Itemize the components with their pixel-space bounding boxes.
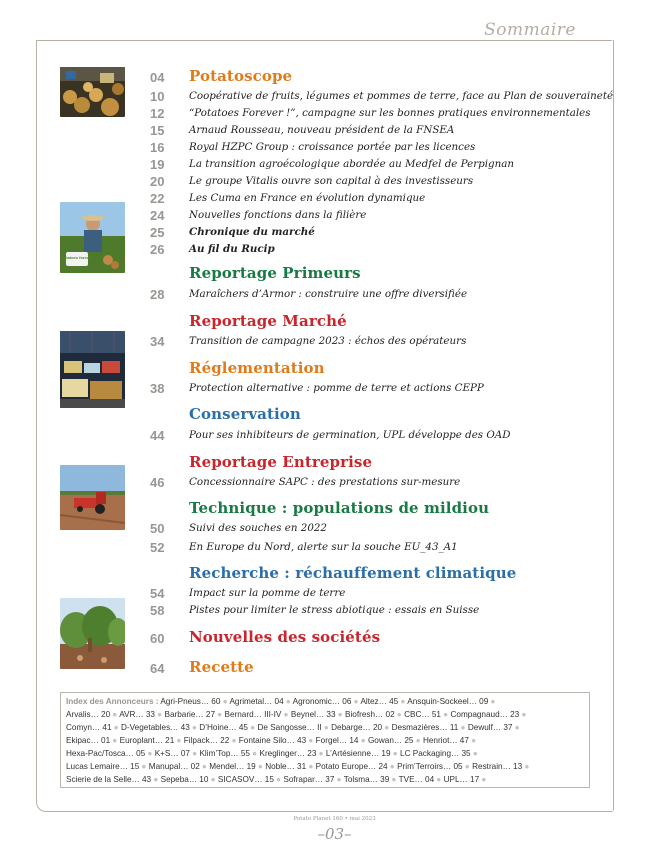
toc-entry[interactable]: Arnaud Rousseau, nouveau président de la FNSEA xyxy=(189,124,455,136)
bullet-separator: ● xyxy=(189,723,200,732)
bullet-separator: ● xyxy=(519,710,527,719)
advertiser-entry: Klim’Top… 55 xyxy=(199,749,250,758)
bullet-separator: ● xyxy=(479,775,487,784)
page-number-ref: 52 xyxy=(150,540,165,555)
advertiser-entry: Altez… 45 xyxy=(360,697,399,706)
advertiser-entry: CBC… 51 xyxy=(404,710,441,719)
bullet-separator: ● xyxy=(145,749,155,758)
bullet-separator: ● xyxy=(273,775,284,784)
page-number-ref: 26 xyxy=(150,242,165,257)
page-number-ref: 46 xyxy=(150,475,165,490)
section-heading[interactable]: Réglementation xyxy=(189,359,325,377)
footer-issue: Potato Planet 160 • mai 2023 xyxy=(293,816,376,822)
toc-entry[interactable]: Pour ses inhibiteurs de germination, UPL développe des OAD xyxy=(189,429,511,441)
page-number-ref: 28 xyxy=(150,287,165,302)
advertiser-entry: Forgel… 14 xyxy=(315,736,359,745)
page-number-ref: 24 xyxy=(150,208,165,223)
bullet-separator: ● xyxy=(255,762,266,771)
section-heading[interactable]: Reportage Entreprise xyxy=(189,453,373,471)
advertiser-entry: Agri-Pneus… 60 xyxy=(160,697,221,706)
page-number-ref: 60 xyxy=(150,631,165,646)
advertiser-entry: Scierie de la Selle… 43 xyxy=(66,775,152,784)
advertiser-entry: Beynel… 33 xyxy=(290,710,336,719)
advertiser-entry: D’Hoine… 45 xyxy=(199,723,248,732)
advertiser-entry: Biofresh… 02 xyxy=(345,710,395,719)
advertiser-entry: Mendel… 19 xyxy=(209,762,256,771)
page-number-ref: 19 xyxy=(150,157,165,172)
bullet-separator: ● xyxy=(306,736,316,745)
page-number-ref: 50 xyxy=(150,521,165,536)
bullet-separator: ● xyxy=(247,723,258,732)
advertiser-entry: AVR… 33 xyxy=(119,710,155,719)
advertiser-entry: Sepeba… 10 xyxy=(160,775,209,784)
toc-entry[interactable]: Suivi des souches en 2022 xyxy=(189,522,327,534)
advertiser-entry: Gowan… 25 xyxy=(367,736,414,745)
bullet-separator: ● xyxy=(321,723,332,732)
bullet-separator: ● xyxy=(488,697,496,706)
advertiser-entry: TVE… 04 xyxy=(398,775,435,784)
tractor-field-photo xyxy=(60,465,125,530)
advertiser-entry: Manupal… 02 xyxy=(148,762,200,771)
bullet-separator: ● xyxy=(522,762,530,771)
toc-entry[interactable]: Royal HZPC Group : croissance portée par les licences xyxy=(189,141,476,153)
bullet-separator: ● xyxy=(351,697,361,706)
advertiser-entry: UPL… 17 xyxy=(443,775,480,784)
farmer-field-photo xyxy=(60,202,125,273)
advertiser-entry: Comyn… 41 xyxy=(66,723,112,732)
bullet-separator: ● xyxy=(306,762,316,771)
advertiser-entry: Bernard… III-IV xyxy=(224,710,282,719)
toc-entry[interactable]: “Potatoes Forever !”, campagne sur les bonnes pratiques environnementales xyxy=(189,107,591,119)
toc-entry[interactable]: Les Cuma en France en évolution dynamique xyxy=(189,192,426,204)
page-number-ref: 15 xyxy=(150,123,165,138)
bullet-separator: ● xyxy=(316,749,326,758)
bullet-separator: ● xyxy=(174,736,184,745)
potato-plants-photo xyxy=(60,598,125,669)
bullet-separator: ● xyxy=(281,710,291,719)
bullet-separator: ● xyxy=(512,723,520,732)
bullet-separator: ● xyxy=(382,723,392,732)
potatoes-forever-sticker: potatoes forever xyxy=(61,255,93,260)
bullet-separator: ● xyxy=(139,762,149,771)
toc-entry[interactable]: Chronique du marché xyxy=(189,226,315,238)
bullet-separator: ● xyxy=(283,697,293,706)
bullet-separator: ● xyxy=(335,710,346,719)
toc-entry[interactable]: Protection alternative : pomme de terre et actions CEPP xyxy=(189,382,484,394)
section-title: Sommaire xyxy=(480,20,580,40)
advertiser-entry: Lucas Lemaire… 15 xyxy=(66,762,140,771)
advertiser-entry: Ansquin-Sockeel… 09 xyxy=(407,697,489,706)
section-heading[interactable]: Nouvelles des sociétés xyxy=(189,628,381,646)
advertiser-entry: L’Artésienne… 19 xyxy=(325,749,391,758)
bullet-separator: ● xyxy=(110,736,120,745)
advertiser-entry: D-Vegetables… 43 xyxy=(121,723,190,732)
advertiser-entry: Fontaine Silo… 43 xyxy=(238,736,307,745)
bullet-separator: ● xyxy=(413,736,423,745)
bullet-separator: ● xyxy=(334,775,344,784)
advertiser-entry: Ekipac… 01 xyxy=(66,736,111,745)
toc-entry[interactable]: Au fil du Rucip xyxy=(189,243,275,255)
advertisers-index xyxy=(60,692,590,788)
advertiser-entry: Hexa-Pac/Tosca… 05 xyxy=(66,749,146,758)
page-number-ref: 12 xyxy=(150,106,165,121)
advertiser-entry: Compagnaud… 23 xyxy=(450,710,520,719)
advertiser-entry: Debarge… 20 xyxy=(331,723,383,732)
advertiser-entry: Dewulf… 37 xyxy=(467,723,513,732)
page-number-ref: 22 xyxy=(150,191,165,206)
advertiser-entry: Arvalis… 20 xyxy=(66,710,111,719)
bullet-separator: ● xyxy=(208,775,218,784)
index-line xyxy=(66,735,586,746)
page-number-ref: 25 xyxy=(150,225,165,240)
bullet-separator: ● xyxy=(468,736,477,745)
advertiser-entry: Filpack… 22 xyxy=(183,736,230,745)
page-number-ref: 04 xyxy=(150,70,165,85)
advertiser-entry: De Sangosse… II xyxy=(257,723,322,732)
toc-entry[interactable]: Coopérative de fruits, légumes et pommes de terre, face au Plan de souveraineté xyxy=(189,90,614,102)
page-number-ref: 38 xyxy=(150,381,165,396)
advertiser-entry: Desmazières… 11 xyxy=(391,723,459,732)
index-line xyxy=(66,696,586,707)
toc-entry[interactable]: Transition de campagne 2023 : échos des opérateurs xyxy=(189,335,467,347)
bullet-separator: ● xyxy=(220,697,230,706)
section-heading[interactable]: Technique : populations de mildiou xyxy=(189,499,490,517)
index-line xyxy=(66,761,586,772)
section-heading[interactable]: Reportage Primeurs xyxy=(189,264,361,282)
bullet-separator: ● xyxy=(154,710,165,719)
page-number-ref: 16 xyxy=(150,140,165,155)
advertiser-entry: Potato Europe… 24 xyxy=(315,762,388,771)
bullet-separator: ● xyxy=(151,775,161,784)
bullet-separator: ● xyxy=(440,710,451,719)
bullet-separator: ● xyxy=(249,749,260,758)
toc-entry[interactable]: En Europe du Nord, alerte sur la souche EU_43_A1 xyxy=(189,541,458,553)
bullet-separator: ● xyxy=(389,775,399,784)
bullet-separator: ● xyxy=(110,710,120,719)
market-hall-photo xyxy=(60,331,125,408)
index-line xyxy=(66,722,586,733)
bullet-separator: ● xyxy=(394,710,405,719)
bullet-separator: ● xyxy=(470,749,478,758)
index-line xyxy=(66,709,586,720)
index-title: Index des Annonceurs : xyxy=(66,697,159,706)
index-line xyxy=(66,748,586,759)
page-frame-right xyxy=(611,40,614,812)
toc-entry[interactable]: Maraîchers d’Armor : construire une offre diversifiée xyxy=(189,288,468,300)
page-number: –03– xyxy=(317,825,352,843)
toc-entry[interactable]: La transition agroécologique abordée au Medfel de Perpignan xyxy=(189,158,515,170)
bullet-separator: ● xyxy=(434,775,444,784)
page-number-ref: 54 xyxy=(150,586,165,601)
advertiser-entry: Sofrapar… 37 xyxy=(283,775,335,784)
advertiser-entry: Agrimetal… 04 xyxy=(229,697,284,706)
toc-entry[interactable]: Le groupe Vitalis ouvre son capital à des investisseurs xyxy=(189,175,474,187)
page-number-ref: 10 xyxy=(150,89,165,104)
advertiser-entry: Prim’Terroirs… 05 xyxy=(397,762,463,771)
advertiser-entry: Restrain… 13 xyxy=(472,762,523,771)
page-number-ref: 58 xyxy=(150,603,165,618)
bullet-separator: ● xyxy=(229,736,239,745)
advertiser-entry: Europlant… 21 xyxy=(119,736,175,745)
page-number-ref: 44 xyxy=(150,428,165,443)
toc-entry[interactable]: Impact sur la pomme de terre xyxy=(189,587,346,599)
section-heading[interactable]: Conservation xyxy=(189,405,301,423)
advertiser-entry: Tolsma… 39 xyxy=(343,775,390,784)
section-heading[interactable]: Potatoscope xyxy=(189,67,293,85)
toc-entry[interactable]: Concessionnaire SAPC : des prestations sur-mesure xyxy=(189,476,461,488)
advertiser-entry: Kreglinger… 23 xyxy=(259,749,317,758)
potatoes-pile-photo xyxy=(60,67,125,117)
toc-entry[interactable]: Pistes pour limiter le stress abiotique : essais en Suisse xyxy=(189,604,480,616)
advertiser-entry: Barbarie… 27 xyxy=(164,710,216,719)
bullet-separator: ● xyxy=(398,697,408,706)
bullet-separator: ● xyxy=(111,723,122,732)
advertiser-entry: Noble… 31 xyxy=(265,762,307,771)
bullet-separator: ● xyxy=(189,749,200,758)
bullet-separator: ● xyxy=(358,736,368,745)
bullet-separator: ● xyxy=(387,762,398,771)
advertiser-entry: SICASOV… 15 xyxy=(217,775,274,784)
advertiser-entry: Henriot… 47 xyxy=(422,736,469,745)
section-heading[interactable]: Recette xyxy=(189,658,254,676)
advertiser-entry: K+S… 07 xyxy=(154,749,190,758)
page-number-ref: 64 xyxy=(150,661,165,676)
page-number-ref: 34 xyxy=(150,334,165,349)
bullet-separator: ● xyxy=(215,710,225,719)
toc-entry[interactable]: Nouvelles fonctions dans la filière xyxy=(189,209,367,221)
bullet-separator: ● xyxy=(390,749,401,758)
bullet-separator: ● xyxy=(458,723,468,732)
section-heading[interactable]: Reportage Marché xyxy=(189,312,347,330)
bullet-separator: ● xyxy=(199,762,210,771)
section-heading[interactable]: Recherche : réchauffement climatique xyxy=(189,564,517,582)
page-number-ref: 20 xyxy=(150,174,165,189)
advertiser-entry: Agronomic… 06 xyxy=(292,697,352,706)
bullet-separator: ● xyxy=(462,762,473,771)
advertiser-entry: LC Packaging… 35 xyxy=(400,749,471,758)
index-line xyxy=(66,774,586,785)
